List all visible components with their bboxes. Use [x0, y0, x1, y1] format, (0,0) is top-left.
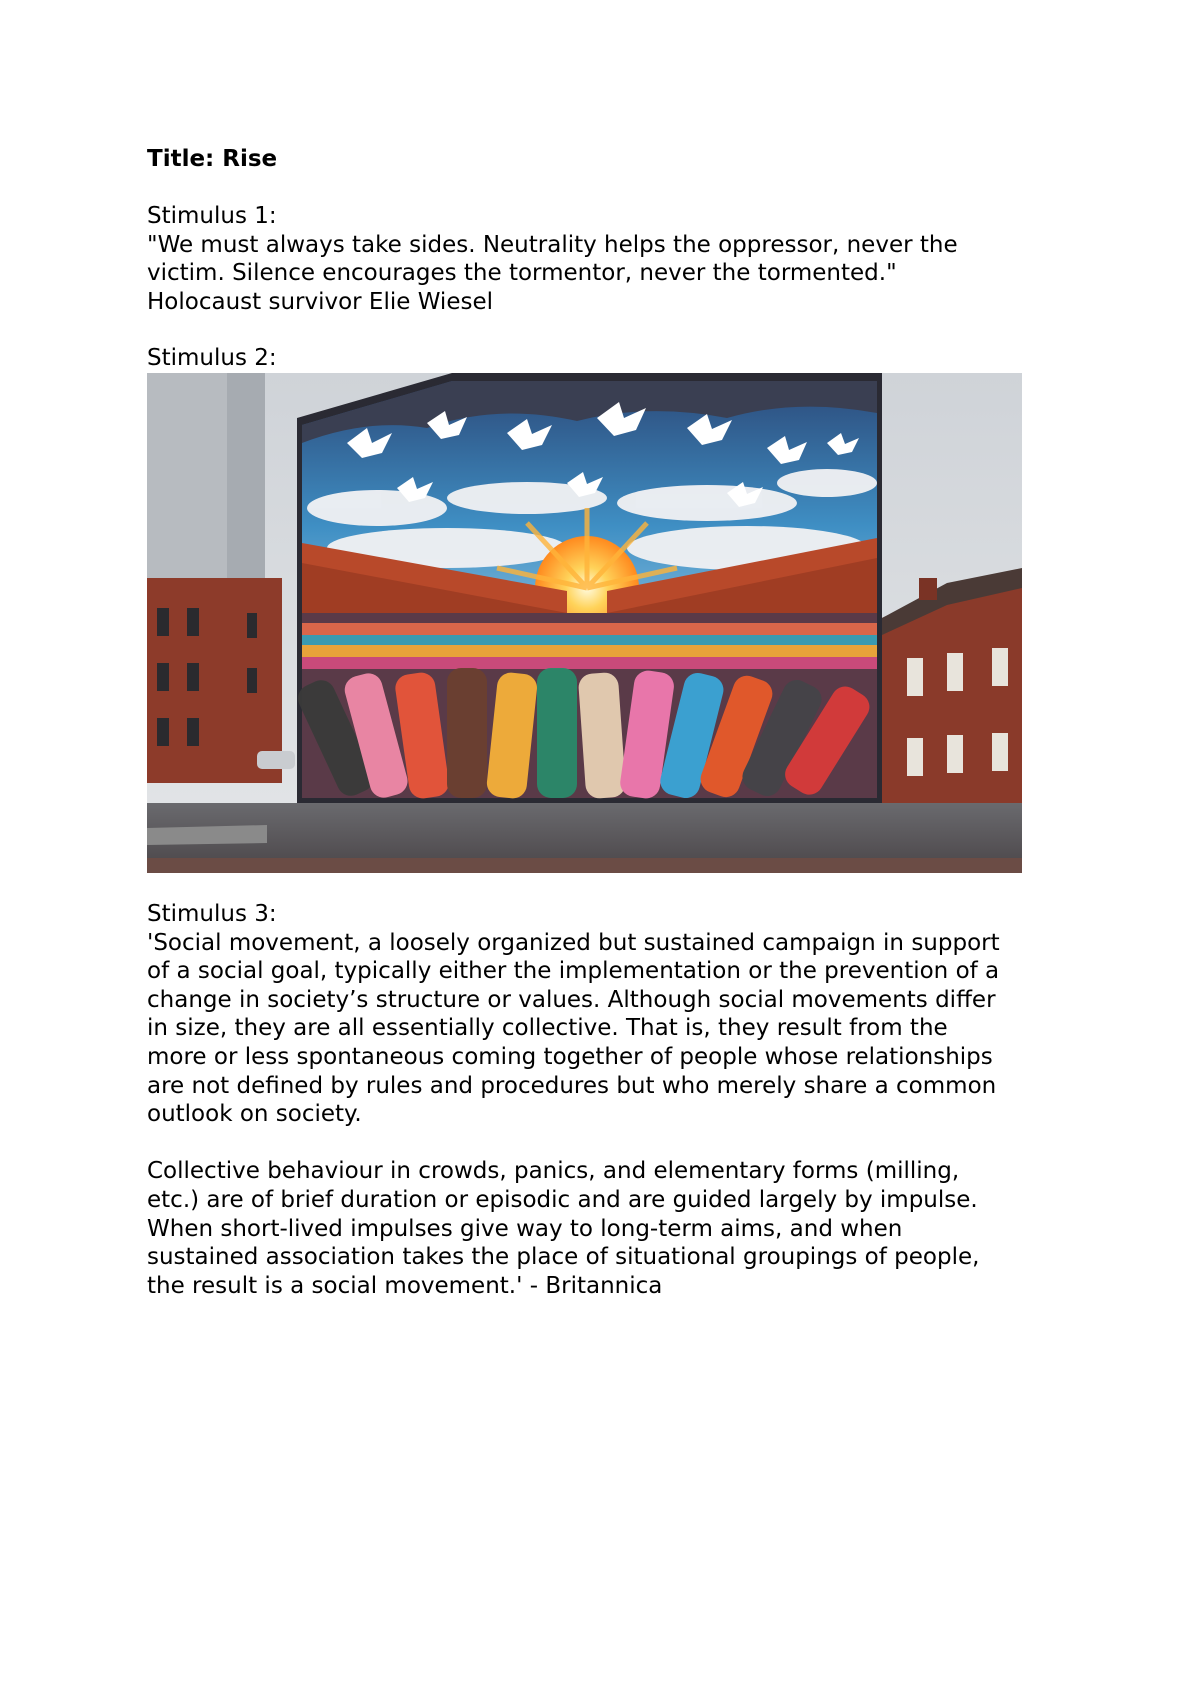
stimulus-3-paragraph-2: Collective behaviour in crowds, panics, and elementary forms (milling, etc.) are of brief duration or episodic and are guided largely by impulse. When short-lived impulses give way to long-term aims, and when sustained association takes the place of situational groupings of people, the result is a social movement.' - Britannica — [147, 1158, 980, 1299]
mural-image — [147, 373, 1022, 873]
stimulus-1-label: Stimulus 1: — [147, 203, 277, 229]
stimulus-1-quote: "We must always take sides. Neutrality helps the oppressor, never the victim. Silence encourages the tormentor, never the tormented." Holocaust survivor Elie Wiesel — [147, 231, 958, 315]
stimulus-3-paragraph-1: 'Social movement, a loosely organized but sustained campaign in support of a social goal, typically either the implementation or the prevention of a change in society’s structure or values. Although social movements differ in size, they are all essentially collective. That is, they result from the more or less spontaneous coming together of people whose relationships are not defined by rules and procedures but who merely share a common outlook on society. — [147, 929, 1000, 1128]
stimulus-3-label: Stimulus 3: — [147, 901, 277, 927]
stimulus-1 — [147, 202, 1067, 316]
document-title: Title: Rise — [147, 146, 278, 172]
stimulus-3 — [147, 900, 1067, 1300]
stimulus-2-label: Stimulus 2: — [147, 345, 277, 371]
